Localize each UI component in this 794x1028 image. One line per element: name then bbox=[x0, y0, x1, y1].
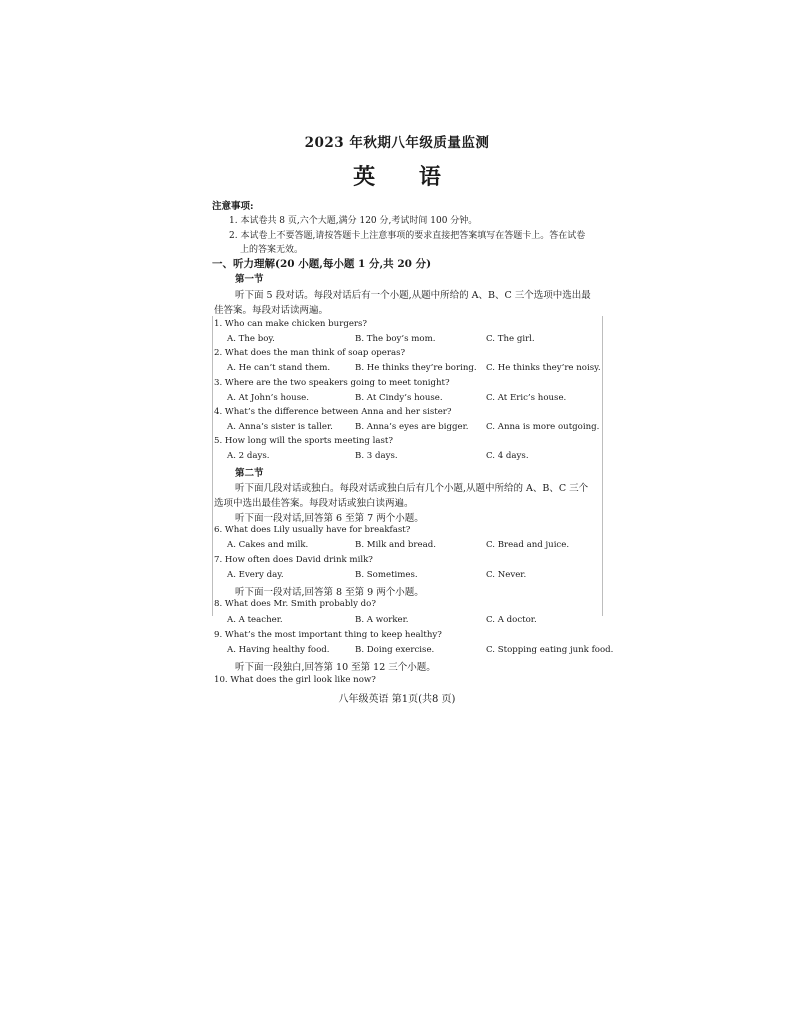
option-2a: A. He can’t stand them. bbox=[227, 363, 331, 373]
option-1b: B. The boy’s mom. bbox=[355, 334, 436, 344]
option-5b: B. 3 days. bbox=[355, 451, 398, 461]
option-7c: C. Never. bbox=[486, 570, 527, 580]
part2-heading: 第二节 bbox=[235, 468, 264, 479]
part1-instruction-cont: 佳答案。每段对话读两遍。 bbox=[214, 305, 329, 316]
question-8: 8. What does Mr. Smith probably do? bbox=[214, 599, 376, 609]
question-4: 4. What’s the difference between Anna and her sister? bbox=[214, 407, 452, 417]
part2-instruction-cont: 选项中选出最佳答案。每段对话或独白读两遍。 bbox=[214, 498, 414, 509]
option-9b: B. Doing exercise. bbox=[355, 645, 435, 655]
question-6: 6. What does Lily usually have for breakfast? bbox=[214, 525, 411, 535]
option-7b: B. Sometimes. bbox=[355, 570, 418, 580]
notice-item-1: 1. 本试卷共 8 页,六个大题,满分 120 分,考试时间 100 分钟。 bbox=[229, 216, 478, 226]
part1-instruction: 听下面 5 段对话。每段对话后有一个小题,从题中所给的 A、B、C 三个选项中选出最 bbox=[235, 290, 591, 301]
option-1c: C. The girl. bbox=[486, 334, 535, 344]
question-3: 3. Where are the two speakers going to meet tonight? bbox=[214, 378, 450, 388]
subject-title: 英 语 bbox=[353, 164, 459, 190]
option-5c: C. 4 days. bbox=[486, 451, 529, 461]
question-9: 9. What’s the most important thing to keep healthy? bbox=[214, 630, 442, 640]
part2-instruction: 听下面几段对话或独白。每段对话或独白后有几个小题,从题中所给的 A、B、C 三个 bbox=[235, 483, 589, 494]
notice-heading: 注意事项: bbox=[212, 201, 254, 212]
option-5a: A. 2 days. bbox=[227, 451, 270, 461]
part1-heading: 第一节 bbox=[235, 274, 264, 285]
option-6b: B. Milk and bread. bbox=[355, 540, 436, 550]
option-8a: A. A teacher. bbox=[227, 615, 283, 625]
notice-item-2-cont: 上的答案无效。 bbox=[240, 245, 304, 255]
option-7a: A. Every day. bbox=[227, 570, 284, 580]
question-7: 7. How often does David drink milk? bbox=[214, 555, 373, 565]
option-4c: C. Anna is more outgoing. bbox=[486, 422, 600, 432]
option-3c: C. At Eric’s house. bbox=[486, 393, 567, 403]
question-1: 1. Who can make chicken burgers? bbox=[214, 319, 368, 329]
option-6c: C. Bread and juice. bbox=[486, 540, 570, 550]
option-6a: A. Cakes and milk. bbox=[227, 540, 309, 550]
option-2b: B. He thinks they’re boring. bbox=[355, 363, 477, 373]
sub-instruction-8-9: 听下面一段对话,回答第 8 至第 9 两个小题。 bbox=[235, 587, 424, 598]
question-10: 10. What does the girl look like now? bbox=[214, 675, 376, 685]
option-8b: B. A worker. bbox=[355, 615, 409, 625]
option-3a: A. At John’s house. bbox=[227, 393, 309, 403]
option-9c: C. Stopping eating junk food. bbox=[486, 645, 614, 655]
exam-title: 2023 年秋期八年级质量监测 bbox=[304, 135, 490, 151]
option-3b: B. At Cindy’s house. bbox=[355, 393, 443, 403]
option-4a: A. Anna’s sister is taller. bbox=[227, 422, 333, 432]
option-1a: A. The boy. bbox=[227, 334, 275, 344]
margin-line bbox=[602, 316, 603, 616]
question-5: 5. How long will the sports meeting last? bbox=[214, 436, 393, 446]
page-footer: 八年级英语 第1页(共8 页) bbox=[338, 694, 456, 705]
option-8c: C. A doctor. bbox=[486, 615, 537, 625]
notice-item-2: 2. 本试卷上不要答题,请按答题卡上注意事项的要求直接把答案填写在答题卡上。答在试卷 bbox=[229, 231, 586, 241]
question-2: 2. What does the man think of soap operas? bbox=[214, 348, 406, 358]
option-4b: B. Anna’s eyes are bigger. bbox=[355, 422, 469, 432]
sub-instruction-6-7: 听下面一段对话,回答第 6 至第 7 两个小题。 bbox=[235, 513, 424, 524]
section-heading: 一、听力理解(20 小题,每小题 1 分,共 20 分) bbox=[212, 258, 432, 270]
option-2c: C. He thinks they’re noisy. bbox=[486, 363, 601, 373]
sub-instruction-10-12: 听下面一段独白,回答第 10 至第 12 三个小题。 bbox=[235, 662, 436, 673]
option-9a: A. Having healthy food. bbox=[227, 645, 330, 655]
margin-line bbox=[212, 316, 213, 616]
